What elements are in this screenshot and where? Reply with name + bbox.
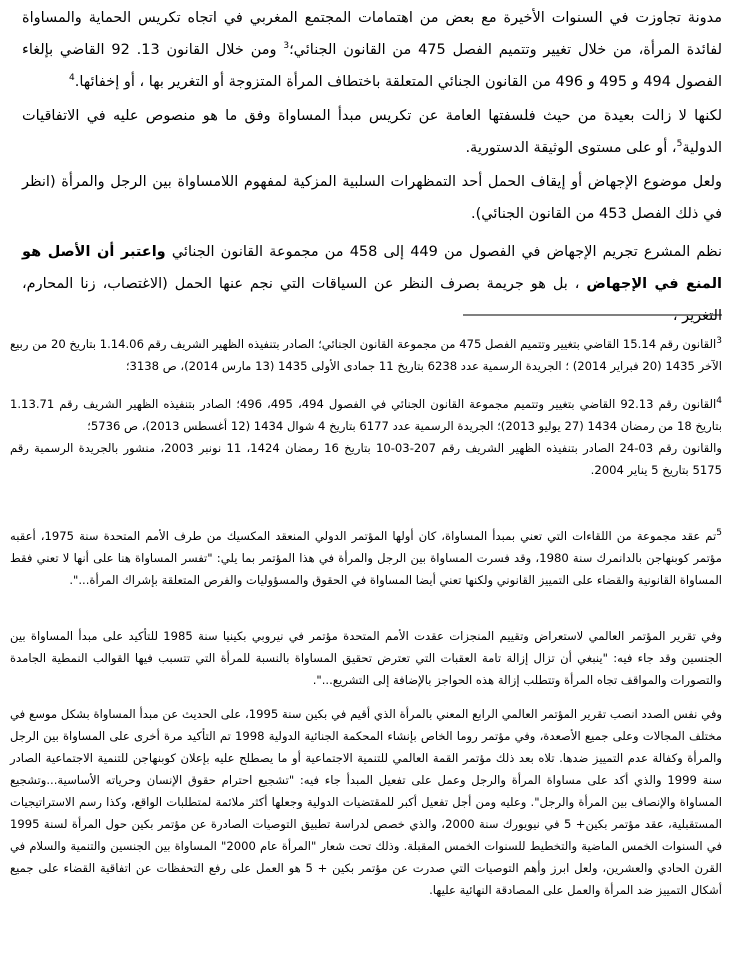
paragraph-4-text-cont: ، بل هو جريمة بصرف النظر عن السياقات التي نجم عنها الحمل (الاغتصاب، زنا المحارم، التغرير ، — [22, 276, 722, 324]
footnote-4 — [10, 393, 722, 481]
footnote-5 — [10, 525, 722, 591]
footnote-4-extra: والقانون رقم 03-24 الصادر بتنفيذه الظهير الشريف رقم 207-03-10 بتاريخ 16 رمضان 1424، 11 نونبر 2003، منشور بالجريدة الرسمية رقم 5175 بتاريخ 5 يناير 2004. — [10, 441, 722, 477]
paragraph-2-text: لكنها لا زالت بعيدة من حيث فلسفتها العامة عن تكريس مبدأ المساواة وفق ما هو منصوص عليه في الاتفاقيات الدولية — [22, 108, 722, 156]
paragraph-2-text-cont: ، أو على مستوى الوثيقة الدستورية. — [465, 140, 677, 156]
paragraph-1-text: مدونة تجاوزت في السنوات الأخيرة مع بعض من اهتمامات المجتمع المغربي في اتجاه تكريس الحماية والمساواة لفائدة المرأة، من خلال تغيير وتتميم الفصل 475 من القانون الجنائي؛ — [22, 10, 722, 58]
paragraph-4-text: نظم المشرع تجريم الإجهاض في الفصول من 449 إلى 458 من مجموعة القانون الجنائي — [165, 244, 722, 260]
footnote-3 — [10, 333, 722, 377]
footnote-4-text: القانون رقم 92.13 القاضي بتغيير وتتميم مجموعة القانون الجنائي في الفصول 494، 495، 496؛ الصادر بتنفيذه الظهير الشريف رقم 1.13.71 بتاريخ 18 من رمضان 1434 (27 يوليو 2013)؛ الجريدة الرسمية عدد 6177 بتاريخ 4 شوال 1434 (12 أغسطس 2013)، ص 5736؛ — [10, 397, 722, 433]
footnote-5-part-b-text: وفي تقرير المؤتمر العالمي لاستعراض وتقييم المنجزات عقدت الأمم المتحدة مؤتمر في نيروبي بكينيا سنة 1985 للتأكيد على مبدأ المساواة بين الجنسين وقد جاء فيه: "ينبغي أن تزال إزالة تامة العقبات التي تعترض تحقيق المساواة بالنسبة للمرأة التي تتسبب فيها القوالب النمطية الجامدة والتصورات والمواقف تجاه المرأة وتتطلب إزالة هذه الحواجز بالإضافة إلى التشريع...". — [10, 629, 722, 687]
paragraph-3-text: ولعل موضوع الإجهاض أو إيقاف الحمل أحد التمظهرات السلبية المزكية لمفهوم اللامساواة بين الرجل والمرأة (انظر في ذلك الفصل 453 من القانون الجنائي). — [22, 174, 722, 222]
footnote-5-number: 5 — [716, 528, 722, 539]
footnote-5-part-b — [10, 625, 722, 691]
footnote-ref-4[interactable]: 4 — [69, 73, 75, 84]
footnote-ref-3[interactable]: 3 — [283, 41, 290, 52]
footnote-4-number: 4 — [716, 396, 722, 407]
paragraph-1-text-cont: ومن خلال القانون 13. 92 القاضي بإلغاء الفصول 494 و 495 و 496 من القانون الجنائي المتعلقة باختطاف المرأة المتزوجة أو التغرير بها ، أو إخفائها. — [22, 42, 722, 90]
footnote-3-text: القانون رقم 15.14 القاضي بتغيير وتتميم الفصل 475 من مجموعة القانون الجنائي؛ الصادر بتنفيذه الظهير الشريف رقم 1.14.06 بتاريخ 20 من ربيع الآخر 1435 (20 فبراير 2014) ؛ الجريدة الرسمية عدد 6238 بتاريخ 11 جمادى الأولى 1435 (13 مارس 2014)، ص 3138؛ — [10, 337, 722, 373]
footnote-ref-5[interactable]: 5 — [676, 139, 683, 150]
paragraph-4-bold: واعتبر أن الأصل هو المنع في الإجهاض — [22, 244, 722, 292]
footnote-5-part-c-text: وفي نفس الصدد انصب تقرير المؤتمر العالمي الرابع المعني بالمرأة الذي أقيم في بكين سنة 1995، على الحديث عن مبدأ المساواة بشكل موسع في مختلف المجالات وعلى جميع الأصعدة، وفي مؤتمر روما الخاص بإنشاء المحكمة الجنائية الدولية 1998 تم التأكيد مرة أخرى على المساواة بين الرجل والمرأة وكفالة عدم التمييز ضدها. تلاه بعد ذلك مؤتمر القمة العالمي للتنمية الاجتماعية أو ما يصطلح عليه بإعلان كوبنهاجن للتنمية الاجتماعية الصادر سنة 1999 والذي أكد على مساواة المرأة والرجل وعمل على تفعيل المبدأ جاء فيه: "تشجيع احترام حقوق الإنسان وحرياته الأساسية...وتشجيع المساواة والإنصاف بين المرأة والرجل". وعليه ومن أجل تفعيل أكبر للمقتضيات الدولية وجعلها أكثر ملائمة لمتطلبات الواقع، وكذا رسم الاستراتيجيات المستقبلية، عقد مؤتمر بكين+ 5 في نيويورك سنة 2000، والذي خصص لدراسة تطبيق التوصيات الصادرة عن مؤتمر بكين حول المرأة لسنة 1995 في السنوات الخمس الماضية والتخطيط للسنوات الخمس المقبلة. وذلك تحت شعار "المرأة عام 2000" المساواة بين الجنسين والتنمية والسلام في القرن الحادي والعشرين، ولعل ابرز وأهم التوصيات التي صدرت عن مؤتمر بكين + 5 هو العمل على رفع التحفظات عن اتفاقية القضاء على جميع أشكال التمييز ضد المرأة والعمل على المصادقة النهائية عليها. — [10, 707, 723, 897]
footnote-5-part-a: تم عقد مجموعة من اللقاءات التي تعني بمبدأ المساواة، كان أولها المؤتمر الدولي المنعقد المكسيك من طرف الأمم المتحدة سنة 1975، أعقبه مؤتمر كوبنهاجن بالدانمرك سنة 1980، وقد فسرت المساواة بين الرجل والمرأة في هذا المؤتمر بما يلي: "تفسر المساواة هنا على أنها لا تعني فقط المساواة القانونية والقضاء على التمييز القانوني ولكنها تعني أيضا المساواة في الحقوق والمسؤوليات والفرص المتعلقة بإشراك المرأة...". — [10, 529, 723, 587]
footnote-3-number: 3 — [716, 336, 722, 347]
footnote-5-part-c — [10, 703, 722, 901]
